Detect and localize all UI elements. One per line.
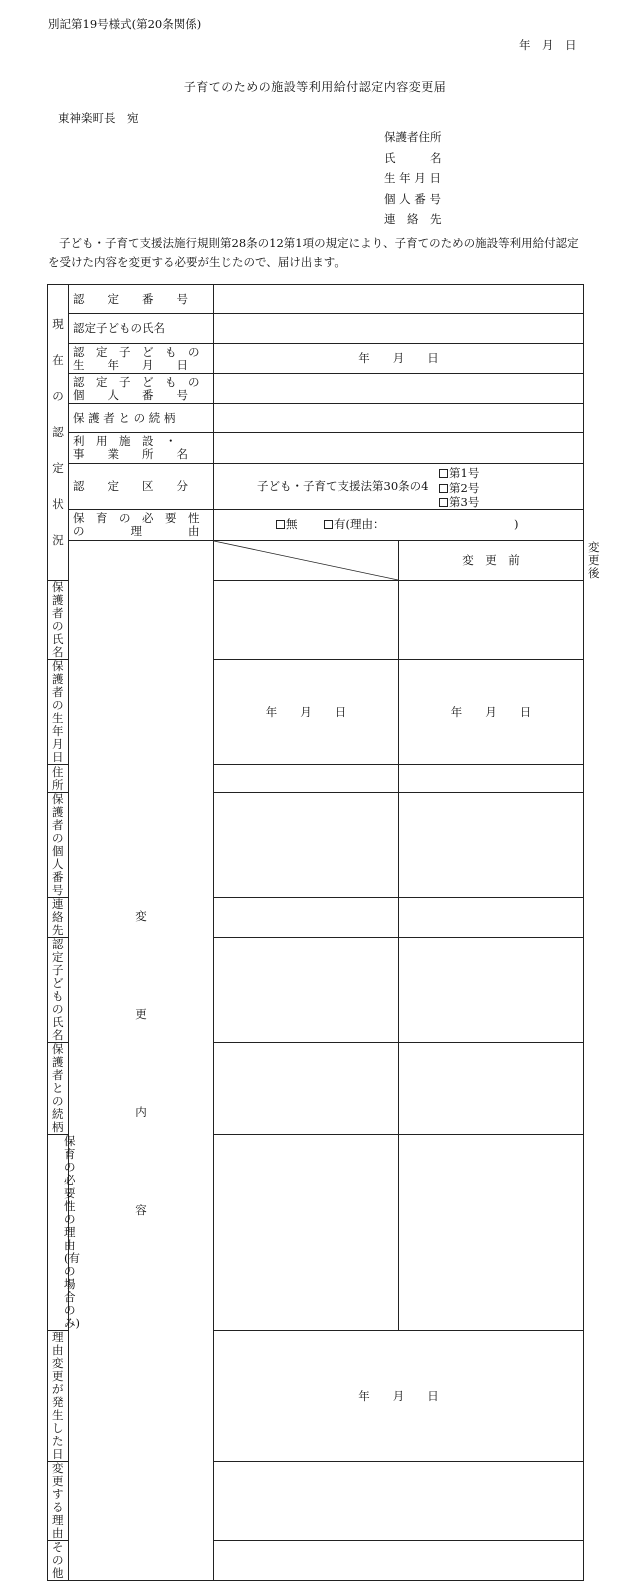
child-birth-field[interactable]: 年 月 日: [214, 344, 584, 374]
document-title: 子育てのための施設等利用給付認定内容変更届: [183, 80, 447, 94]
checkbox-icon: [276, 520, 285, 529]
need-label: 保 育 の 必 要 性 の 理 由: [69, 510, 214, 541]
before-header: 変 更 前: [399, 541, 584, 581]
category-label: 認 定 区 分: [69, 464, 214, 510]
guardian-birth-label: 保護者の生年月日: [48, 660, 69, 765]
change-child-name-after[interactable]: [399, 938, 584, 1043]
row-child-birth: [48, 344, 584, 374]
other-field[interactable]: [214, 1541, 584, 1581]
category-option-1[interactable]: 第1号: [439, 466, 479, 481]
submission-date: 年 月 日: [519, 38, 577, 52]
category-option-2[interactable]: 第2号: [439, 481, 479, 496]
relation-label: 保 護 者 と の 続 柄: [69, 404, 214, 433]
category-law-text: 子ども・子育て支援法第30条の4: [257, 479, 429, 493]
row-category: [48, 464, 584, 510]
contact-label: 連 絡 先: [48, 898, 69, 938]
need-none-option[interactable]: 無: [276, 518, 298, 531]
row-facility: [48, 433, 584, 464]
child-id-label: 認 定 子 ど も の 個 人 番 号: [69, 374, 214, 404]
guardian-birth-after[interactable]: 年 月 日: [399, 660, 584, 765]
checkbox-icon: [439, 498, 448, 507]
row-change-header: 変 更 内 容 変 更 前 変 更 後: [48, 541, 584, 581]
occurred-date-field[interactable]: 年 月 日: [214, 1331, 584, 1462]
change-need-after[interactable]: [399, 1135, 584, 1331]
form-reference: 別記第19号様式(第20条関係): [48, 17, 202, 31]
row-child-name: [48, 314, 584, 344]
row-cert-number: [48, 285, 584, 314]
applicant-block: [384, 127, 442, 230]
address-label: 住 所: [48, 765, 69, 793]
applicant-address-label: 保護者住所: [384, 130, 442, 144]
change-relation-before[interactable]: [214, 1043, 399, 1135]
applicant-id-label: 個 人 番 号: [384, 191, 441, 206]
child-name-field[interactable]: [214, 314, 584, 344]
current-section-label: 現 在 の 認 定 状 況: [48, 285, 69, 581]
guardian-id-before[interactable]: [214, 793, 399, 898]
checkbox-icon: [439, 484, 448, 493]
change-section-label: 変 更 内 容: [69, 541, 214, 1581]
cert-number-label: 認 定 番 号: [69, 285, 214, 314]
applicant-birth-label: 生 年 月 日: [384, 171, 441, 185]
need-close-paren: ): [514, 517, 519, 531]
guardian-name-after[interactable]: [399, 581, 584, 660]
child-id-field[interactable]: [214, 374, 584, 404]
address-after[interactable]: [399, 765, 584, 793]
facility-label: 利 用 施 設 ・ 事 業 所 名: [69, 433, 214, 464]
need-field: [214, 510, 584, 541]
facility-field[interactable]: [214, 433, 584, 464]
checkbox-icon: [439, 469, 448, 478]
change-relation-label: 保 護 者 と の 続 柄: [48, 1043, 69, 1135]
cert-number-field[interactable]: [214, 285, 584, 314]
address-before[interactable]: [214, 765, 399, 793]
change-child-name-before[interactable]: [214, 938, 399, 1043]
guardian-birth-before[interactable]: 年 月 日: [214, 660, 399, 765]
need-yes-option[interactable]: 有(理由：: [324, 518, 385, 531]
applicant-name-label: 氏 名: [384, 150, 442, 165]
occurred-date-label: 理 由 変 更 が 発 生 し た 日: [48, 1331, 69, 1462]
contact-after[interactable]: [399, 898, 584, 938]
addressee: 東神楽町長 宛: [58, 111, 139, 125]
form-table: [47, 284, 611, 1581]
change-relation-after[interactable]: [399, 1043, 584, 1135]
guardian-name-before[interactable]: [214, 581, 399, 660]
row-child-id: [48, 374, 584, 404]
applicant-contact-label: 連 絡 先: [384, 212, 442, 226]
reason-label: 変 更 す る 理 由: [48, 1462, 69, 1541]
child-birth-label: 認 定 子 ど も の 生 年 月 日: [69, 344, 214, 374]
diagonal-line: [214, 541, 398, 580]
guardian-name-label: 保 護 者 の 氏 名: [48, 581, 69, 660]
contact-before[interactable]: [214, 898, 399, 938]
change-need-label: 保育の必要性の理由 (有の場合のみ): [48, 1135, 69, 1331]
row-relation: [48, 404, 584, 433]
header-diagonal-cell: [214, 541, 399, 581]
guardian-id-label: 保護者の個人番号: [48, 793, 69, 898]
intro-text: 子ども・子育て支援法施行規則第28条の12第1項の規定により、子育てのための施設等利用給付認定を受けた内容を変更する必要が生じたので、届け出ます。: [48, 236, 579, 269]
other-label: そ の 他: [48, 1541, 69, 1581]
row-need: [48, 510, 584, 541]
category-options: [439, 466, 479, 510]
guardian-id-after[interactable]: [399, 793, 584, 898]
checkbox-icon: [324, 520, 333, 529]
change-child-name-label: 認定子どもの氏名: [48, 938, 69, 1043]
category-field: [214, 464, 584, 510]
category-option-3[interactable]: 第3号: [439, 495, 479, 510]
child-name-label: 認定子どもの氏名: [69, 314, 214, 344]
change-need-before[interactable]: [214, 1135, 399, 1331]
reason-field[interactable]: [214, 1462, 584, 1541]
relation-field[interactable]: [214, 404, 584, 433]
